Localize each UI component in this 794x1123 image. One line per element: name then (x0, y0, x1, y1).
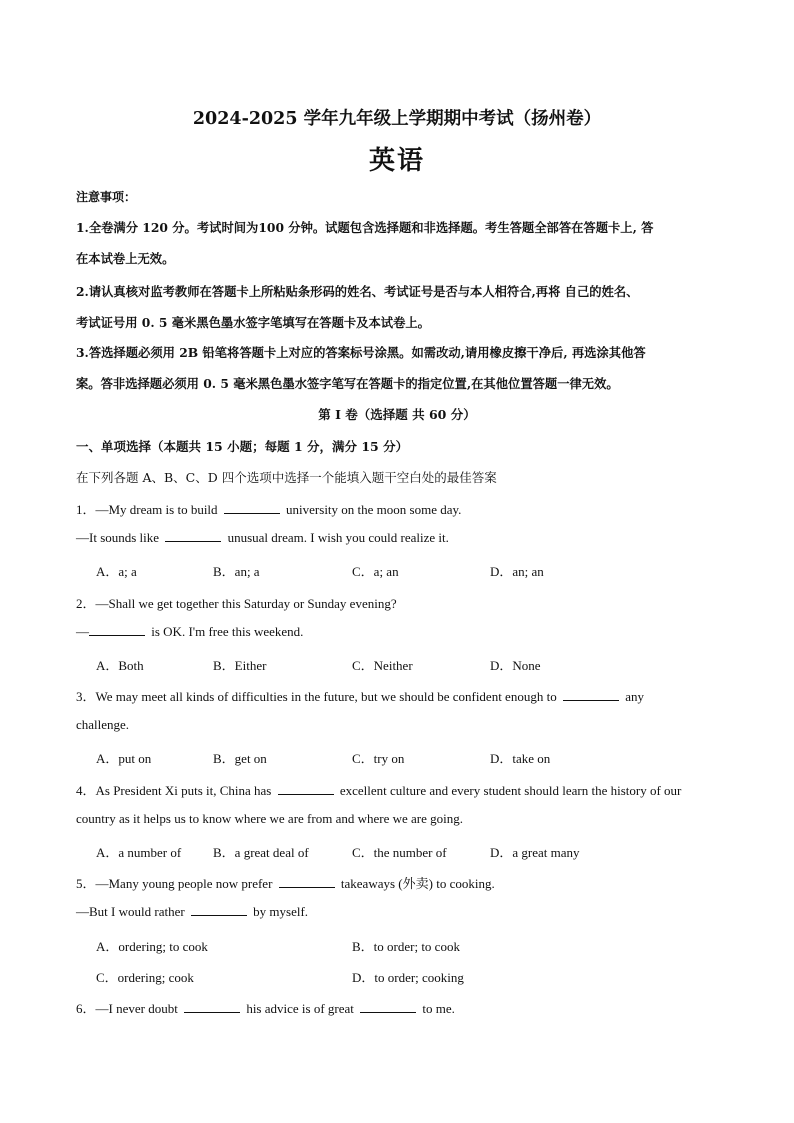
question-1-stem (76, 499, 461, 518)
question-1-text-a: 1．—My dream is to build (76, 502, 221, 517)
question-2-stem: 2．—Shall we get together this Saturday or Sunday evening? (76, 596, 397, 611)
answer-blank (184, 1001, 240, 1013)
notice-item-3-line-1: 3.答选择题必须用 2B 铅笔将答题卡上对应的答案标号涂黑。如需改动,请用橡皮擦干净后, 再选涂其他答 (76, 345, 646, 360)
option-c[interactable]: C．try on (352, 751, 405, 766)
option-d[interactable]: D．None (490, 658, 541, 673)
question-6-text-a: 6．—I never doubt (76, 1001, 182, 1016)
question-4-stem-cont: country as it helps us to know where we are from and where we are going. (76, 811, 463, 826)
option-a[interactable]: A．a number of (96, 845, 182, 860)
option-d[interactable]: D．an; an (490, 564, 544, 579)
question-5-text-b: takeaways (外卖) to cooking. (337, 876, 495, 891)
option-c[interactable]: C．ordering; cook (96, 970, 194, 985)
option-b[interactable]: B．a great deal of (213, 845, 309, 860)
question-6-text-b: his advice is of great (243, 1001, 358, 1016)
question-4-stem (76, 780, 681, 799)
option-d[interactable]: D．take on (490, 751, 551, 766)
notice-item-2-line-2: 考试证号用 0. 5 毫米黑色墨水签字笔填写在答题卡及本试卷上。 (76, 315, 430, 330)
question-5-reply-b: by myself. (249, 904, 309, 919)
question-1-text-b: university on the moon some day. (282, 502, 462, 517)
question-5-reply-a: —But I would rather (76, 904, 188, 919)
option-b[interactable]: B．Either (213, 658, 267, 673)
answer-blank (278, 783, 334, 795)
question-2-reply-a: — (76, 624, 89, 639)
question-1-reply-a: —It sounds like (76, 530, 163, 545)
option-d[interactable]: D．a great many (490, 845, 580, 860)
notice-item-1-line-2: 在本试卷上无效。 (76, 251, 175, 266)
option-b[interactable]: B．to order; to cook (352, 939, 460, 954)
question-6-stem (76, 998, 455, 1017)
question-5-reply (76, 904, 308, 920)
question-3-stem-cont: challenge. (76, 717, 130, 732)
answer-blank (165, 530, 221, 542)
section-instruction: 在下列各题 A、B、C、D 四个选项中选择一个能填入题干空白处的最佳答案 (76, 470, 497, 485)
question-5-text-a: 5．—Many young people now prefer (76, 876, 276, 891)
subject-title: 英语 (368, 146, 425, 176)
option-a[interactable]: A．put on (96, 751, 152, 766)
question-6-text-c: to me. (419, 1001, 455, 1016)
exam-title: 2024-2025 学年九年级上学期期中考试（扬州卷） (192, 109, 602, 129)
question-1-reply (76, 530, 449, 546)
notice-item-3-line-2: 案。答非选择题必须用 0. 5 毫米黑色墨水签字笔写在答题卡的指定位置,在其他位置答题一律无效。 (76, 376, 619, 391)
answer-blank (279, 876, 335, 888)
answer-blank (563, 689, 619, 701)
option-b[interactable]: B．an; a (213, 564, 260, 579)
answer-blank (360, 1001, 416, 1013)
question-5-stem (76, 873, 495, 892)
notice-item-2-line-1: 2.请认真核对监考教师在答题卡上所粘贴条形码的姓名、考试证号是否与本人相符合,再将 自己的姓名、 (76, 284, 639, 299)
answer-blank (224, 502, 280, 514)
option-c[interactable]: C．Neither (352, 658, 413, 673)
question-3-text-a: 3．We may meet all kinds of difficulties in the future, but we should be confident enough to (76, 689, 560, 704)
question-3-text-b: any (621, 689, 644, 704)
question-2-reply (76, 624, 303, 640)
answer-blank (89, 624, 145, 636)
option-b[interactable]: B．get on (213, 751, 267, 766)
part-title: 第 I 卷（选择题 共 60 分） (318, 407, 476, 422)
option-d[interactable]: D．to order; cooking (352, 970, 464, 985)
answer-blank (191, 904, 247, 916)
section-heading: 一、单项选择（本题共 15 小题；每题 1 分，满分 15 分） (76, 439, 409, 454)
option-a[interactable]: A．a; a (96, 564, 137, 579)
question-1-reply-b: unusual dream. I wish you could realize it. (224, 530, 449, 545)
notice-heading: 注意事项： (76, 190, 137, 204)
option-a[interactable]: A．Both (96, 658, 144, 673)
question-4-text-a: 4．As President Xi puts it, China has (76, 783, 275, 798)
question-2-reply-b: is OK. I'm free this weekend. (148, 624, 304, 639)
question-4-text-b: excellent culture and every student should learn the history of our (336, 783, 682, 798)
notice-item-1-line-1: 1.全卷满分 120 分。考试时间为100 分钟。试题包含选择题和非选择题。考生答题全部答在答题卡上, 答 (76, 220, 654, 235)
option-a[interactable]: A．ordering; to cook (96, 939, 208, 954)
question-3-stem (76, 686, 644, 705)
option-c[interactable]: C．a; an (352, 564, 399, 579)
option-c[interactable]: C．the number of (352, 845, 447, 860)
